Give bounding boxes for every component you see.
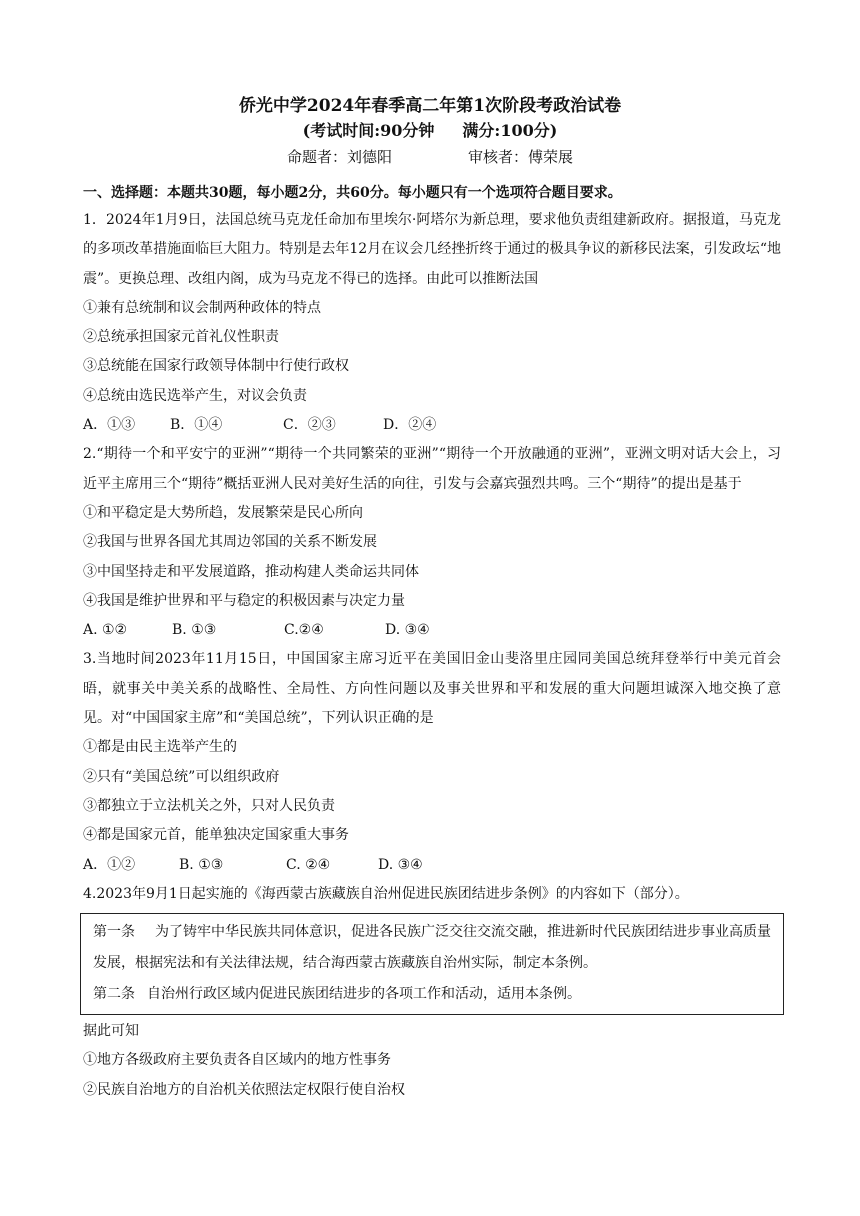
question-stem: 3.当地时间2023年11月15日，中国国家主席习近平在美国旧金山斐洛里庄园同美国总统拜登举行中美元首会晤，就事关中美关系的战略性、全局性、方向性问题以及事关世界和平和发展的重大问题坦诚深入地交换了意见。对“中国国家主席”和“美国总统”，下列认识正确的是	[83, 651, 781, 727]
option-a: A. ①②	[83, 622, 128, 639]
choice-item: ④都是国家元首，能单独决定国家重大事务	[83, 827, 349, 844]
article-text: 自治州行政区域内促进民族团结进步的各项工作和活动，适用本条例。	[147, 986, 581, 1003]
option-a: A．①②	[83, 856, 136, 873]
option-b: B. ①③	[179, 856, 224, 873]
option-d: D. ③④	[385, 622, 430, 639]
option-b: B. ①③	[172, 622, 217, 639]
question-stem: 1．2024年1月9日，法国总统马克龙任命加布里埃尔·阿塔尔为新总理，要求他负责组建新政府。据报道，马克龙的多项改革措施面临巨大阻力。特别是去年12月在议会几经挫折终于通过的极具争议的新移民法案，引发政坛“地震”。更换总理、改组内阁，成为马克龙不得已的选择。由此可以推断法国	[83, 212, 781, 287]
exam-authors	[0, 143, 860, 171]
option-b: B．①④	[170, 417, 223, 434]
choice-item: ④我国是维护世界和平与稳定的积极因素与决定力量	[83, 592, 405, 609]
exam-score: 满分:100分)	[462, 121, 558, 140]
choice-item: ①地方各级政府主要负责各自区域内的地方性事务	[83, 1052, 391, 1069]
choice-item: ①兼有总统制和议会制两种政体的特点	[83, 299, 321, 316]
choice-item: ③都独立于立法机关之外，只对人民负责	[83, 797, 335, 814]
choice-item: ①都是由民主选举产生的	[83, 739, 237, 756]
choice-item: ②总统承担国家元首礼仪性职责	[83, 329, 279, 346]
reviewer: 审核者：傅荣展	[468, 148, 574, 166]
article-2	[93, 979, 771, 1010]
choice-item: ②民族自治地方的自治机关依照法定权限行使自治权	[83, 1081, 405, 1098]
regulation-excerpt-box	[80, 913, 784, 1015]
option-a: A．①③	[83, 417, 136, 434]
choice-item: ③中国坚持走和平发展道路，推动构建人类命运共同体	[83, 563, 419, 580]
exam-title: 侨光中学2024年春季高二年第1次阶段考政治试卷	[238, 96, 622, 116]
exam-header	[0, 94, 860, 171]
setter: 命题者：刘德阳	[286, 148, 392, 166]
exam-subtitle	[0, 119, 860, 143]
article-text: 为了铸牢中华民族共同体意识，促进各民族广泛交往交流交融，推进新时代民族团结进步事业高质量发展，根据宪法和有关法律法规，结合海西蒙古族藏族自治州实际，制定本条例。	[93, 924, 771, 972]
question-1	[83, 206, 781, 440]
option-d: D．②④	[383, 417, 437, 434]
choice-item: ②我国与世界各国尤其周边邻国的关系不断发展	[83, 534, 377, 551]
article-1	[93, 917, 771, 979]
option-d: D. ③④	[378, 856, 423, 873]
choice-item: ③总统能在国家行政领导体制中行使行政权	[83, 358, 349, 375]
choice-item: ④总统由选民选举产生，对议会负责	[83, 387, 307, 404]
article-label: 第二条	[93, 986, 135, 1003]
question-3	[83, 645, 781, 879]
section-heading: 一、选择题：本题共30题，每小题2分，共60分。每小题只有一个选项符合题目要求。	[83, 185, 622, 201]
question-2	[83, 440, 781, 645]
answer-options	[83, 616, 781, 645]
exam-content	[83, 180, 781, 1105]
option-c: C. ②④	[286, 856, 331, 873]
question-stem: 4.2023年9月1日起实施的《海西蒙古族藏族自治州促进民族团结进步条例》的内容如下（部分）。	[83, 885, 689, 902]
option-c: C．②③	[283, 417, 336, 434]
choice-item: ①和平稳定是大势所趋，发展繁荣是民心所向	[83, 504, 363, 521]
question-4	[83, 880, 781, 1105]
exam-time: (考试时间:90分钟	[302, 121, 435, 140]
option-c: C.②④	[284, 622, 324, 639]
question-lead: 据此可知	[83, 1023, 139, 1040]
answer-options	[83, 411, 781, 440]
choice-item: ②只有“美国总统”可以组织政府	[83, 768, 280, 785]
answer-options	[83, 851, 781, 880]
article-label: 第一条	[93, 924, 135, 941]
question-stem: 2.“期待一个和平安宁的亚洲”“期待一个共同繁荣的亚洲”“期待一个开放融通的亚洲”，亚洲文明对话大会上，习近平主席用三个“期待”概括亚洲人民对美好生活的向往，引发与会嘉宾强烈共鸣。三个“期待”的提出是基于	[83, 446, 781, 492]
